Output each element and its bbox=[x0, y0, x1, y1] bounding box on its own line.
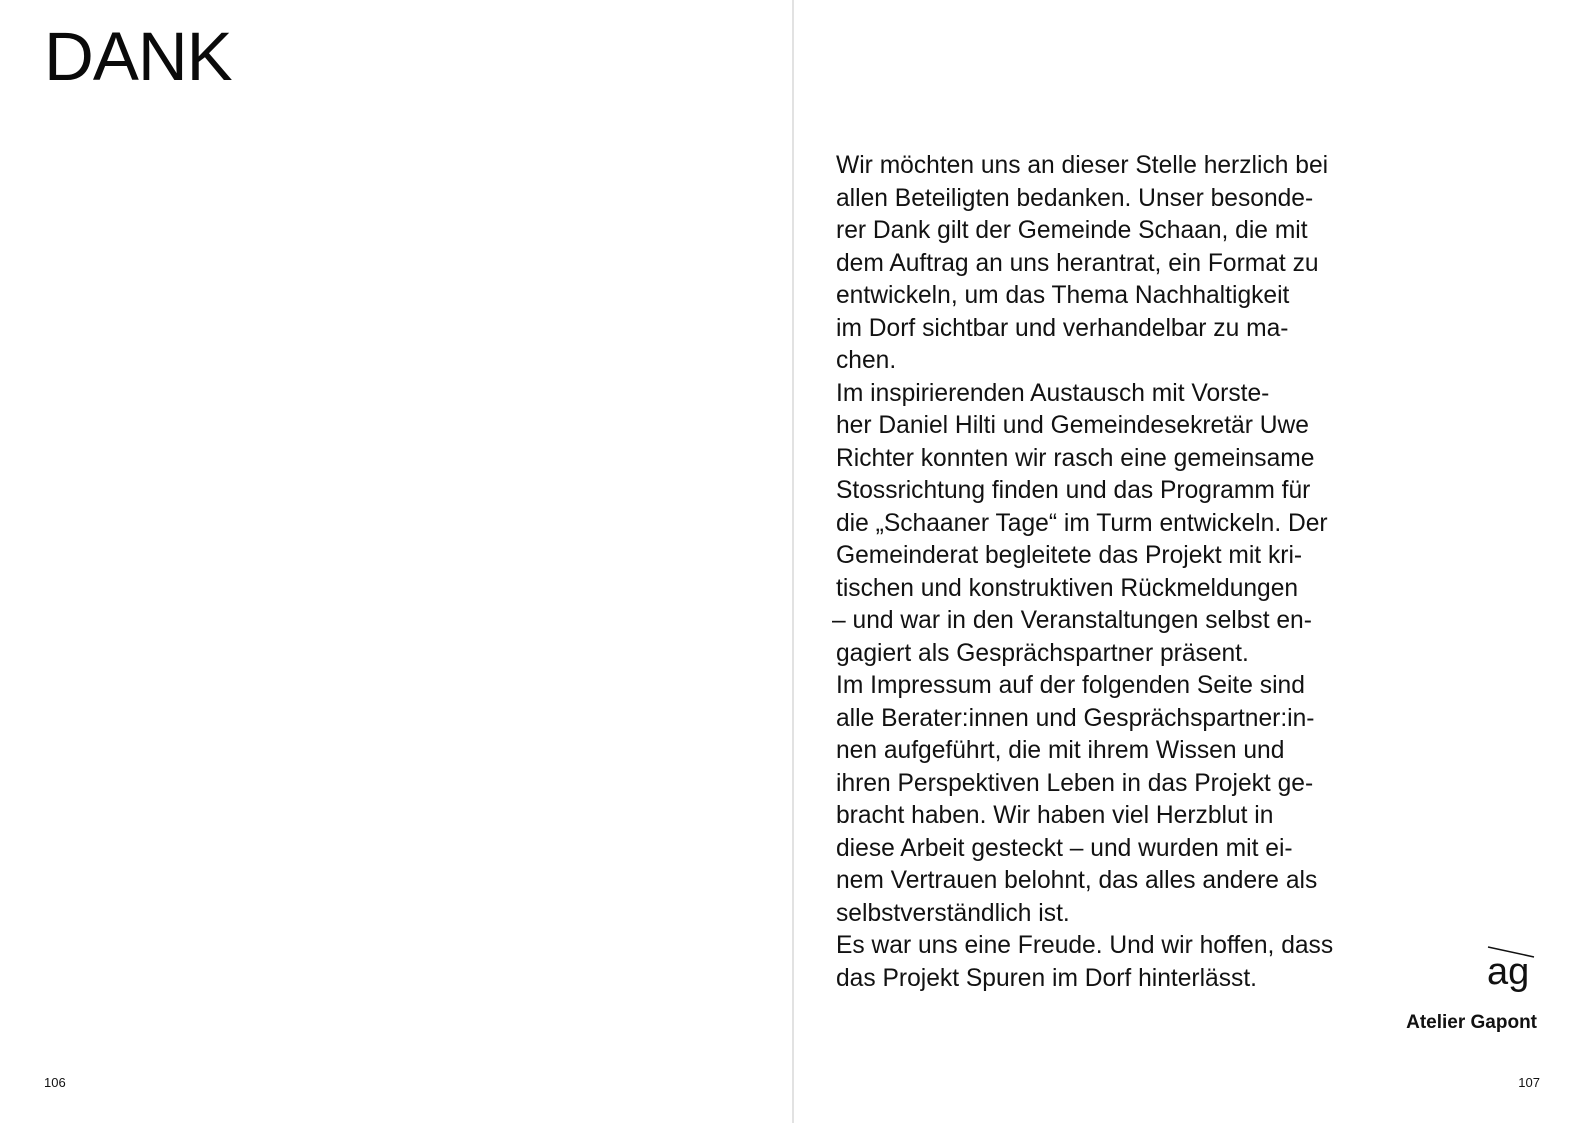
body-line: Im Impressum auf der folgenden Seite sind bbox=[836, 672, 1305, 699]
body-line: Es war uns eine Freude. Und wir hoffen, dass bbox=[836, 932, 1334, 959]
page-title: DANK bbox=[44, 18, 232, 95]
body-line: Gemeinderat begleitete das Projekt mit kri- bbox=[836, 542, 1303, 569]
body-line: chen. bbox=[836, 347, 897, 374]
body-line: im Dorf sichtbar und verhandelbar zu ma- bbox=[836, 314, 1289, 342]
body-line: rer Dank gilt der Gemeinde Schaan, die mit bbox=[836, 217, 1308, 244]
body-line: allen Beteiligten bedanken. Unser besonde- bbox=[836, 184, 1314, 212]
body-line: nem Vertrauen belohnt, das alles andere als bbox=[836, 867, 1318, 894]
body-line: bracht haben. Wir haben viel Herzblut in bbox=[836, 802, 1274, 829]
body-line: das Projekt Spuren im Dorf hinterlässt. bbox=[836, 964, 1257, 992]
body-line: alle Berater:innen und Gesprächspartner:in- bbox=[836, 704, 1315, 732]
body-line: dem Auftrag an uns herantrat, ein Format zu bbox=[836, 249, 1319, 277]
body-line: die „Schaaner Tage“ im Turm entwickeln. Der bbox=[836, 509, 1328, 537]
body-line: ihren Perspektiven Leben in das Projekt ge- bbox=[836, 769, 1314, 797]
page-number-right: 107 bbox=[1518, 1075, 1540, 1090]
page-number-left: 106 bbox=[44, 1075, 66, 1090]
body-line: selbstverständlich ist. bbox=[836, 899, 1070, 927]
body-line: – und war in den Veranstaltungen selbst en- bbox=[832, 607, 1312, 634]
body-line: diese Arbeit gesteckt – und wurden mit ei- bbox=[836, 834, 1293, 862]
body-line: entwickeln, um das Thema Nachhaltigkeit bbox=[836, 282, 1290, 309]
body-line: nen aufgeführt, die mit ihrem Wissen und bbox=[836, 737, 1285, 764]
body-line: tischen und konstruktiven Rückmeldungen bbox=[836, 574, 1299, 602]
logo-text: ag bbox=[1487, 951, 1530, 993]
body-line: gagiert als Gesprächspartner präsent. bbox=[836, 639, 1249, 667]
body-line: Richter konnten wir rasch eine gemeinsame bbox=[836, 444, 1315, 472]
body-line: her Daniel Hilti und Gemeindesekretär Uwe bbox=[836, 412, 1309, 439]
body-line: Im inspirierenden Austausch mit Vorste- bbox=[836, 379, 1270, 407]
left-page bbox=[0, 0, 792, 1123]
body-line: Wir möchten uns an dieser Stelle herzlich bei bbox=[836, 152, 1329, 179]
body-line: Stossrichtung finden und das Programm für bbox=[836, 477, 1311, 504]
atelier-gapont-logo-icon bbox=[1486, 944, 1536, 1002]
acknowledgement-text bbox=[832, 150, 1396, 995]
signature: Atelier Gapont bbox=[1406, 1012, 1537, 1033]
